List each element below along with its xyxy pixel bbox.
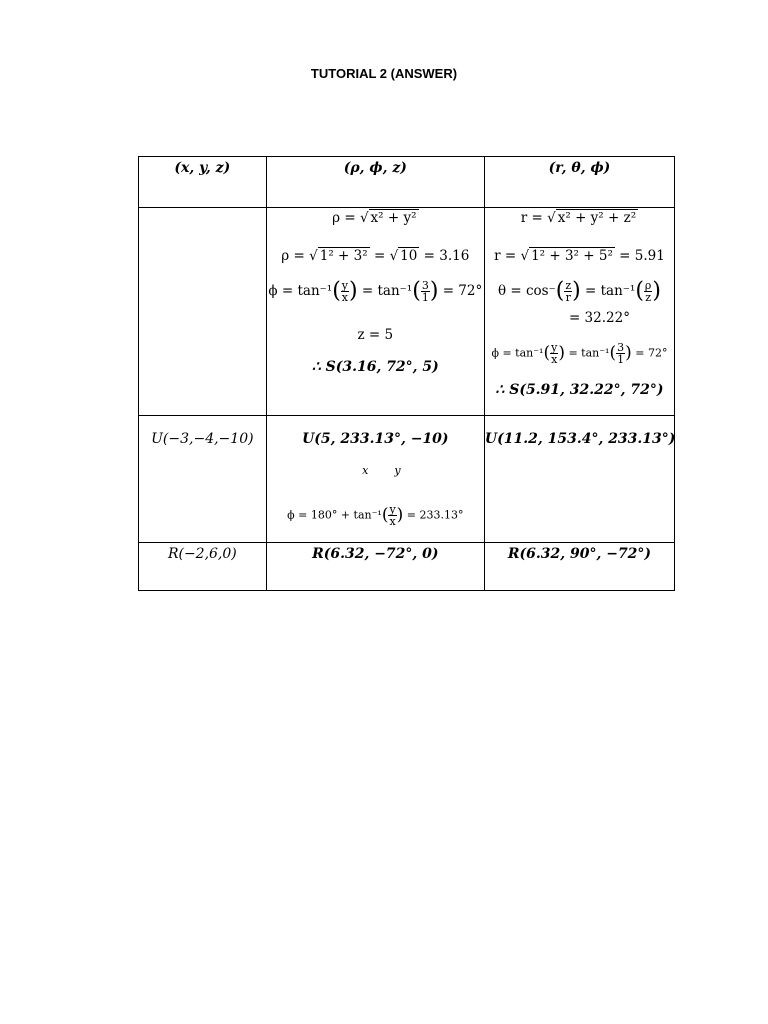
- page-title: TUTORIAL 2 (ANSWER): [310, 66, 458, 81]
- r-definition: r = √ x² + y² + z²: [520, 210, 637, 226]
- phi-formula: ϕ = tan⁻¹( $\frac{y}{x}$ ) = tan⁻¹( $\frac{3}{1}$ ) = 72°: [268, 278, 483, 304]
- cell-cylindrical-u: [266, 416, 484, 543]
- cell-spherical-r: R(6.32, 90°, −72°): [484, 543, 674, 591]
- cell-spherical-s: [484, 208, 674, 416]
- cell-cartesian-r: R(−2,6,0): [139, 543, 267, 591]
- header-spherical: (r, θ, ϕ): [484, 157, 674, 208]
- xy-labels: x y: [362, 464, 401, 477]
- phi-formula-small: ϕ = tan⁻¹( $\frac{y}{x}$ ) = tan⁻¹( $\frac{3}{1}$ ) = 72°: [491, 341, 668, 366]
- rho-definition: ρ = √ x² + y²: [332, 210, 417, 226]
- z-value: z = 5: [357, 327, 394, 343]
- r-value: r = √ 1² + 3² + 5² = 5.91: [494, 248, 665, 264]
- table-row: [139, 208, 675, 416]
- table-row: [139, 416, 675, 543]
- cylindrical-result-s: ∴ S(3.16, 72°, 5): [311, 359, 439, 375]
- header-cylindrical: (ρ, ϕ, z): [266, 157, 484, 208]
- cell-cylindrical-s: [266, 208, 484, 416]
- table-header-row: [139, 157, 675, 208]
- header-cartesian: (x, y, z): [139, 157, 267, 208]
- cell-cylindrical-r: R(6.32, −72°, 0): [266, 543, 484, 591]
- cell-cartesian-s: [139, 208, 267, 416]
- answer-table: [138, 156, 675, 591]
- phi-formula-u: ϕ = 180° + tan⁻¹( $\frac{y}{x}$ ) = 233.13°: [287, 503, 464, 528]
- spherical-result-s: ∴ S(5.91, 32.22°, 72°): [495, 382, 664, 398]
- cell-spherical-u: [484, 416, 674, 543]
- rho-value: ρ = √ 1² + 3² = √ 10 = 3.16: [281, 248, 470, 264]
- spherical-result-u: U(11.2, 153.4°, 233.13°): [484, 431, 676, 447]
- cell-cartesian-u: U(−3,−4,−10): [139, 416, 267, 543]
- theta-value: = 32.22°: [568, 310, 630, 326]
- table-row: [139, 543, 675, 591]
- theta-formula: θ = cos⁻( $\frac{z}{r}$ ) = tan⁻¹( $\frac{\rho}{z}$ ): [497, 278, 661, 304]
- cylindrical-result-u: U(5, 233.13°, −10): [302, 431, 449, 447]
